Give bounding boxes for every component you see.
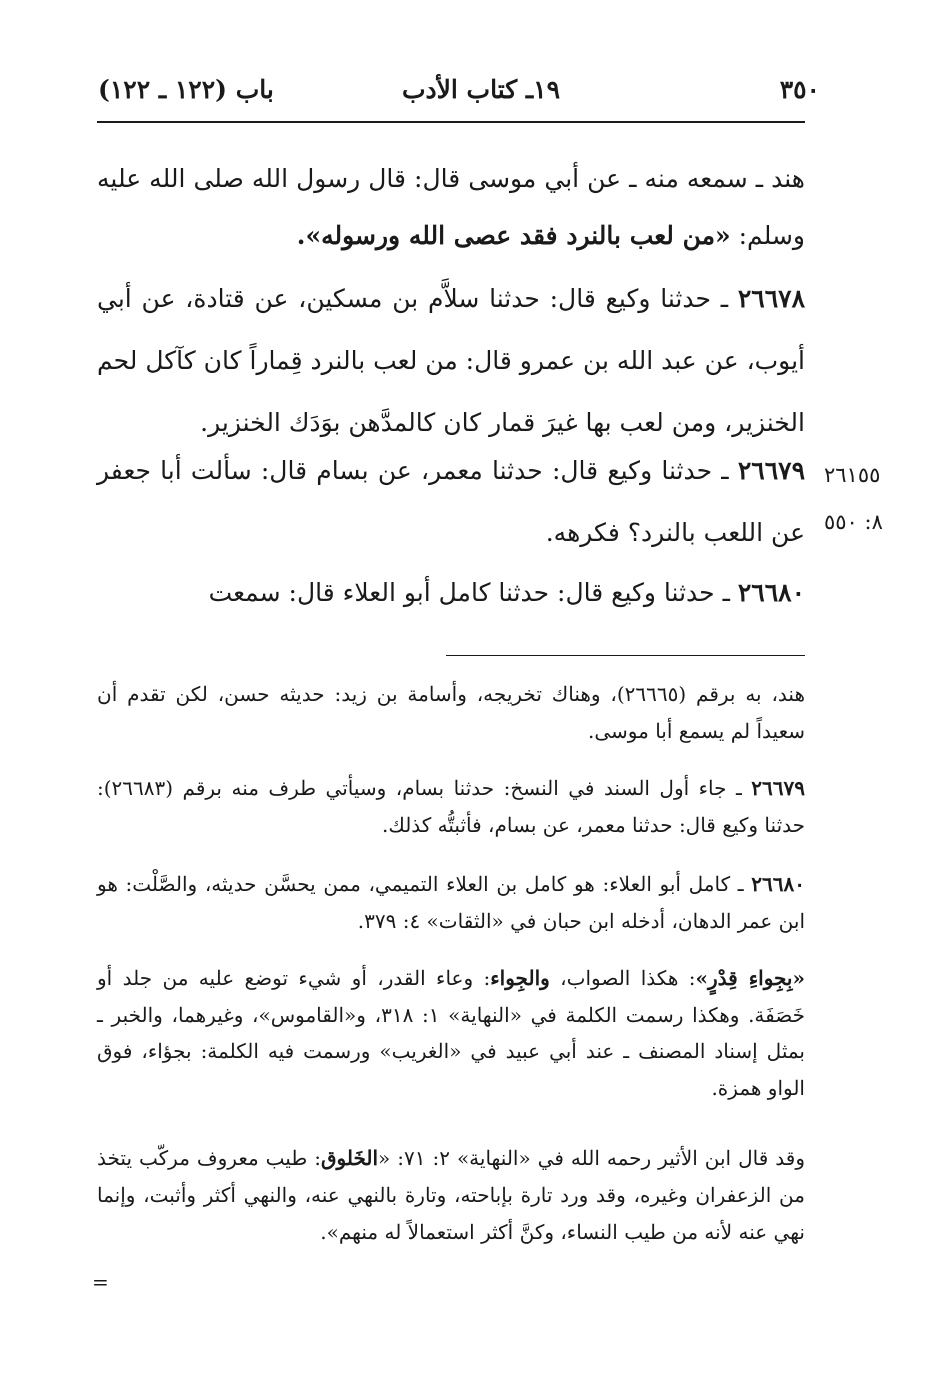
footnote-text: هند، به برقم (٢٦٦٦٥)، وهناك تخريجه، وأسامة بن زيد: حديثه حسن، لكن تقدم أن سعيداً لم يسمع أبا موسى. — [97, 682, 805, 743]
footnote-number: ٢٦٦٧٩ — [751, 776, 805, 800]
footnote — [97, 676, 805, 750]
footnote-text: وقد قال ابن الأثير رحمه الله في «النهاية» ٢: ٧١: « — [378, 1146, 805, 1170]
header-rule — [97, 121, 805, 123]
hadith-number: ٢٦٦٧٨ — [737, 284, 805, 313]
hadith-text: هند ـ سمعه منه ـ عن أبي موسى قال: قال رسول الله صلى الله عليه وسلم: — [97, 164, 805, 250]
page-number: ٣٥٠ — [779, 75, 820, 104]
hadith-26679 — [97, 440, 805, 564]
footnote-text: : وعاء القدر، أو شيء توضع عليه من جلد أو خَصَفَة. وهكذا رسمت الكلمة في «النهاية» ١: ٣١٨، و«القاموس»، وغيرهما، والخبر ـ بمثل إسناد المصنف ـ عند أبي عبيد في «الغريب» ورسمت فيه الكلمة: بجؤاء، فوق الواو همزة. — [97, 966, 805, 1100]
hadith-text: ـ حدثنا وكيع قال: حدثنا معمر، عن بسام قال: سألت أبا جعفر عن اللعب بالنرد؟ فكرهه. — [97, 456, 805, 547]
footnote — [97, 1140, 805, 1251]
hadith-text: ـ حدثنا وكيع قال: حدثنا كامل أبو العلاء قال: سمعت — [208, 578, 738, 607]
footnote — [97, 770, 805, 844]
footnote — [97, 960, 805, 1106]
footnote-term: «بِجِواءِ قِدْرٍ» — [695, 966, 805, 990]
hadith-26678 — [97, 268, 805, 454]
footnote-rule — [446, 655, 805, 656]
footnote-term: والجِواء — [490, 966, 550, 990]
margin-reference: ٢٦١٥٥ — [824, 463, 881, 487]
footnote-text: : هكذا الصواب، — [549, 966, 696, 990]
footnote — [97, 866, 805, 940]
hadith-number: ٢٦٦٨٠ — [737, 578, 805, 607]
hadith-number: ٢٦٦٧٩ — [737, 456, 805, 485]
continuation-mark: = — [92, 1270, 109, 1294]
chapter-heading: باب (١٢٢ ـ ١٢٢) — [98, 75, 274, 104]
footnote-term: الخَلوق — [320, 1146, 379, 1170]
book-title: ١٩ـ كتاب الأدب — [401, 75, 561, 104]
hadith-continuation — [97, 150, 805, 264]
hadith-matn: «من لعب بالنرد فقد عصى الله ورسوله». — [296, 221, 731, 250]
footnote-text: : طيب معروف مركّب يتخذ من الزعفران وغيره، وقد ورد تارة بإباحته، وتارة بالنهي عنه، والنهي أكثر وأثبت، وإنما نهي عنه لأنه من طيب النساء، وكنَّ أكثر استعمالاً له منهم». — [97, 1146, 805, 1244]
margin-reference: ٨: ٥٥٠ — [824, 510, 883, 534]
hadith-text: ـ حدثنا وكيع قال: حدثنا سلاَّم بن مسكين، عن قتادة، عن أبي أيوب، عن عبد الله بن عمرو قال: من لعب بالنرد قِماراً كان كآكل لحم الخنزير، ومن لعب بها غيرَ قمار كان كالمدَّهن بوَدَك الخنزير. — [97, 284, 805, 437]
footnote-number: ٢٦٦٨٠ — [751, 872, 805, 896]
footnote-text: ـ كامل أبو العلاء: هو كامل بن العلاء التميمي، ممن يحسَّن حديثه، والصَّلْت: هو ابن عمر الدهان، أدخله ابن حبان في «الثقات» ٤: ٣٧٩. — [97, 872, 805, 933]
hadith-26680 — [97, 562, 805, 624]
footnote-text: ـ جاء أول السند في النسخ: حدثنا بسام، وسيأتي طرف منه برقم (٢٦٦٨٣): حدثنا وكيع قال: حدثنا معمر، عن بسام، فأثبتُّه كذلك. — [97, 776, 805, 837]
